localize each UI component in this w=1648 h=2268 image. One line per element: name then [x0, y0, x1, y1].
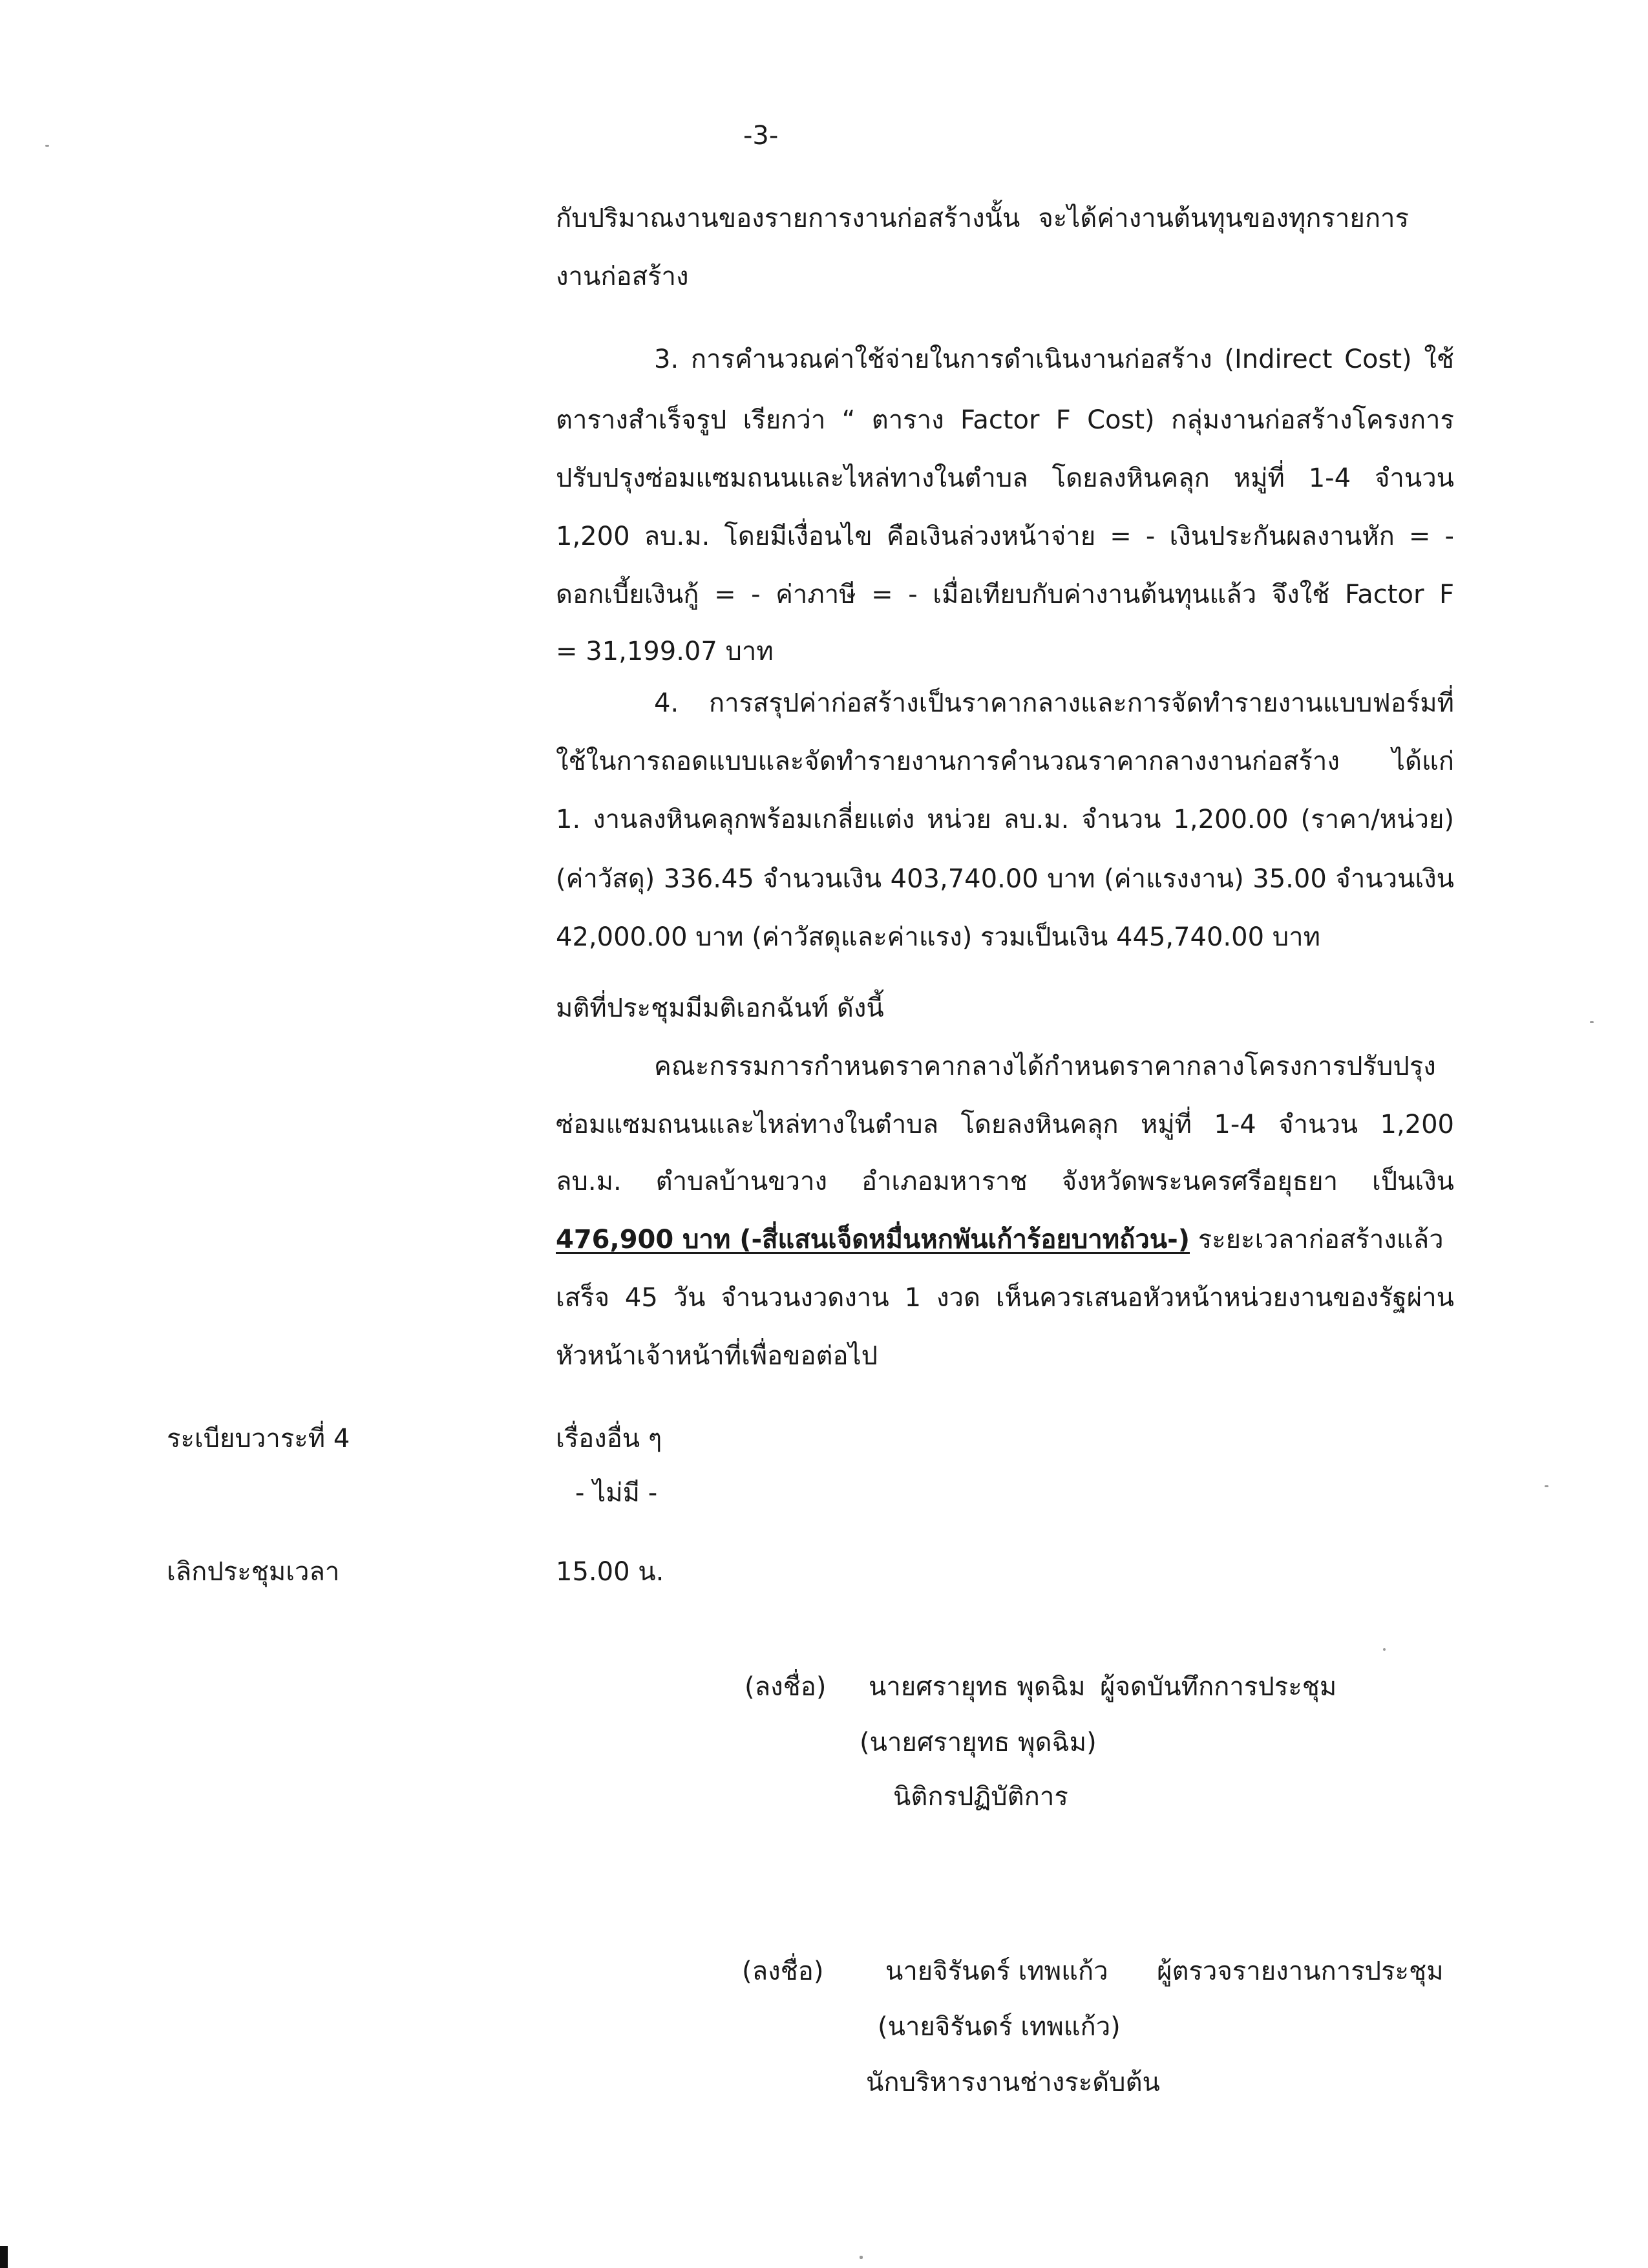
signature-1-name-parens: (นายศรายุทธ พุดฉิม)	[860, 1728, 1097, 1757]
intro-line-1: กับปริมาณงานของรายการงานก่อสร้างนั้น จะได้ค่างานต้นทุนของทุกรายการ	[556, 204, 1409, 233]
resolution-duration-text: ระยะเวลาก่อสร้างแล้ว	[1189, 1225, 1444, 1255]
item4-line-2: ใช้ในการถอดแบบและจัดทำรายงานการคำนวณราคากลางงานก่อสร้าง ได้แก่	[556, 747, 1454, 776]
scan-speck	[45, 145, 49, 147]
agenda4-title: เรื่องอื่น ๆ	[556, 1424, 662, 1454]
resolution-line-1: คณะกรรมการกำหนดราคากลางได้กำหนดราคากลางโครงการปรับปรุง	[654, 1052, 1436, 1081]
signature-2-position: นักบริหารงานช่างระดับต้น	[866, 2068, 1160, 2097]
closing-label: เลิกประชุมเวลา	[167, 1557, 340, 1587]
item4-line-1: 4. การสรุปค่าก่อสร้างเป็นราคากลางและการจัดทำรายงานแบบฟอร์มที่	[654, 688, 1454, 718]
page-number: -3-	[743, 121, 779, 151]
item3-line-5: ดอกเบี้ยเงินกู้ = - ค่าภาษี = - เมื่อเทียบกับค่างานต้นทุนแล้ว จึงใช้ Factor F	[556, 580, 1454, 609]
agenda4-label: ระเบียบวาระที่ 4	[167, 1424, 350, 1454]
closing-time: 15.00 น.	[556, 1557, 664, 1587]
resolution-amount: 476,900 บาท (-สี่แสนเจ็ดหมื่นหกพันเก้าร้อยบาทถ้วน-)	[556, 1225, 1190, 1255]
signature-2-prefix: (ลงชื่อ)	[742, 1956, 824, 1986]
signature-1-position: นิติกรปฏิบัติการ	[893, 1782, 1068, 1812]
scan-speck	[1545, 1485, 1548, 1487]
intro-line-2: งานก่อสร้าง	[556, 262, 689, 291]
item3-line-1: 3. การคำนวณค่าใช้จ่ายในการดำเนินงานก่อสร้าง (Indirect Cost) ใช้	[654, 344, 1454, 374]
signature-2-name: นายจิรันดร์ เทพแก้ว	[885, 1956, 1108, 1986]
resolution-heading: มติที่ประชุมมีมติเอกฉันท์ ดังนี้	[556, 993, 884, 1023]
item3-line-3: ปรับปรุงซ่อมแซมถนนและไหล่ทางในตำบล โดยลงหินคลุก หมู่ที่ 1-4 จำนวน	[556, 463, 1454, 493]
scan-edge-mark	[0, 2246, 8, 2268]
scan-speck	[1590, 1021, 1594, 1023]
item3-line-4: 1,200 ลบ.ม. โดยมีเงื่อนไข คือเงินล่วงหน้าจ่าย = - เงินประกันผลงานหัก = -	[556, 522, 1454, 551]
resolution-line-3: ลบ.ม. ตำบลบ้านขวาง อำเภอมหาราช จังหวัดพระนครศรีอยุธยา เป็นเงิน	[556, 1167, 1454, 1196]
item4-line-3: 1. งานลงหินคลุกพร้อมเกลี่ยแต่ง หน่วย ลบ.ม. จำนวน 1,200.00 (ราคา/หน่วย)	[556, 805, 1454, 834]
item4-line-4: (ค่าวัสดุ) 336.45 จำนวนเงิน 403,740.00 บาท (ค่าแรงงาน) 35.00 จำนวนเงิน	[556, 864, 1454, 894]
agenda4-content: - ไม่มี -	[575, 1478, 658, 1508]
signature-2-name-parens: (นายจิรันดร์ เทพแก้ว)	[878, 2012, 1121, 2042]
signature-1-role: ผู้จดบันทึกการประชุม	[1100, 1672, 1337, 1702]
signature-1-prefix: (ลงชื่อ)	[745, 1672, 827, 1702]
scan-speck	[860, 2256, 863, 2259]
resolution-line-5: หัวหน้าเจ้าหน้าที่เพื่อขอต่อไป	[556, 1341, 878, 1371]
resolution-line-4: เสร็จ 45 วัน จำนวนงวดงาน 1 งวด เห็นควรเสนอหัวหน้าหน่วยงานของรัฐผ่าน	[556, 1283, 1454, 1313]
signature-1-name: นายศรายุทธ พุดฉิม	[869, 1672, 1086, 1702]
signature-2-role: ผู้ตรวจรายงานการประชุม	[1157, 1956, 1444, 1986]
item3-line-6: = 31,199.07 บาท	[556, 637, 774, 666]
item4-line-5: 42,000.00 บาท (ค่าวัสดุและค่าแรง) รวมเป็นเงิน 445,740.00 บาท	[556, 922, 1320, 952]
resolution-amount-line	[556, 1220, 1444, 1259]
resolution-line-2: ซ่อมแซมถนนและไหล่ทางในตำบล โดยลงหินคลุก หมู่ที่ 1-4 จำนวน 1,200	[556, 1110, 1454, 1139]
scan-speck	[1383, 1648, 1386, 1651]
item3-line-2: ตารางสำเร็จรูป เรียกว่า “ ตาราง Factor F Cost) กลุ่มงานก่อสร้างโครงการ	[556, 405, 1454, 435]
